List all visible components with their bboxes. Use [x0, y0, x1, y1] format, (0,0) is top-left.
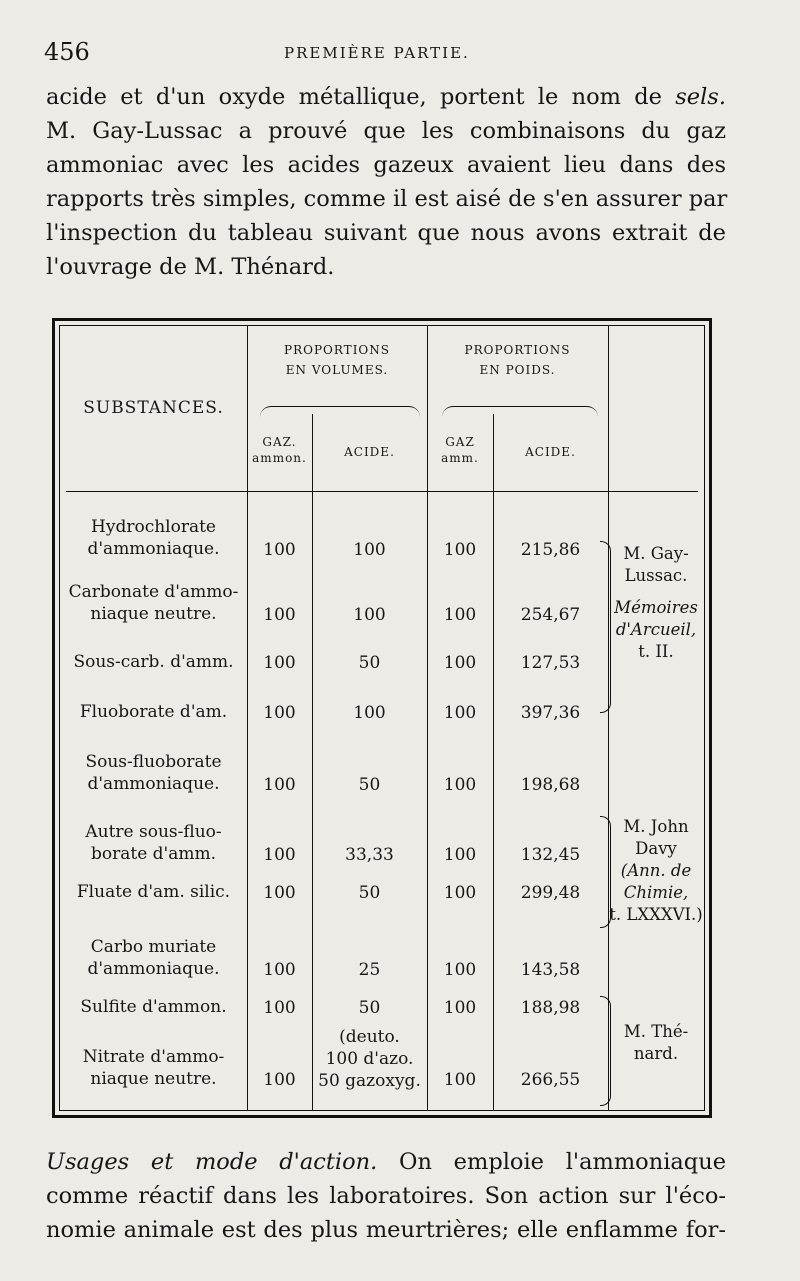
text-line: l'inspection du tableau suivant que nous avons extrait de: [46, 220, 726, 246]
header-gaz-ammon: GAZ. ammon.: [252, 435, 307, 465]
brace: [600, 816, 611, 928]
cell-gaz-volume: 100: [263, 703, 296, 723]
cell-gaz-volume: 100: [263, 653, 296, 673]
text-line: M. Gay-Lussac a prouvé que les combinaisons du gaz: [46, 118, 726, 144]
table-header-rule: [66, 491, 698, 492]
text-line: rapports très simples, comme il est aisé de s'en assurer par: [46, 186, 728, 212]
cell-acide-poids: 254,67: [520, 605, 581, 625]
header-brace: [442, 406, 598, 417]
cell-gaz-poids: 100: [443, 775, 477, 795]
table-row-substance: Fluate d'am. silic.: [76, 882, 231, 902]
header-gaz-amm: GAZ amm.: [441, 435, 479, 465]
running-title: PREMIÈRE PARTIE.: [284, 44, 470, 62]
header-prop-poids: PROPORTIONS EN POIDS.: [464, 343, 571, 377]
table-row-substance: Fluoborate d'am.: [79, 702, 228, 722]
header-brace: [260, 406, 420, 417]
cell-gaz-volume: 100: [263, 998, 296, 1018]
cell-acide-volume: 50: [358, 883, 381, 903]
cell-acide-poids: 299,48: [520, 883, 581, 903]
usage-paragraph: [46, 1145, 726, 1247]
cell-gaz-poids: 100: [443, 845, 477, 865]
cell-acide-poids: 397,36: [520, 703, 581, 723]
cell-gaz-poids: 100: [443, 653, 477, 673]
header-acide-volume: ACIDE.: [344, 445, 395, 459]
brace: [600, 996, 611, 1106]
ammonia-salts-table: [52, 318, 712, 1118]
cell-gaz-poids: 100: [443, 1070, 477, 1090]
cell-acide-poids: 143,58: [520, 960, 581, 980]
cell-acide-poids: 215,86: [520, 540, 581, 560]
cell-acide-volume: 50: [358, 653, 381, 673]
cell-gaz-poids: 100: [443, 605, 477, 625]
table-row-substance: Sulfite d'ammon.: [80, 997, 227, 1017]
cell-gaz-volume: 100: [263, 1070, 296, 1090]
page-number: 456: [44, 38, 90, 66]
cell-acide-volume: 50: [358, 775, 381, 795]
intro-paragraph: [46, 80, 726, 284]
cell-acide-poids: 132,45: [520, 845, 581, 865]
text-line: nomie animale est des plus meurtrières; elle enflamme for-: [46, 1217, 726, 1243]
cell-gaz-volume: 100: [263, 775, 296, 795]
cell-acide-volume: 50: [358, 998, 381, 1018]
text-line: acide et d'un oxyde métallique, portent le nom de sels.: [46, 84, 726, 110]
cell-acide-volume: 100: [353, 605, 386, 625]
header-acide-poids: ACIDE.: [525, 445, 576, 459]
table-row-substance: Hydrochlorate d'ammoniaque.: [87, 517, 220, 559]
cell-acide-poids: 266,55: [520, 1070, 581, 1090]
cell-gaz-poids: 100: [443, 703, 477, 723]
cell-gaz-volume: 100: [263, 845, 296, 865]
source-thenard: M. Thé- nard.: [623, 1022, 689, 1063]
brace: [600, 541, 611, 713]
cell-gaz-volume: 100: [263, 540, 296, 560]
cell-gaz-volume: 100: [263, 960, 296, 980]
table-inner-border: [59, 325, 705, 1111]
table-row-substance: Carbonate d'ammo- niaque neutre.: [68, 582, 239, 624]
table-row-substance: Sous-carb. d'amm.: [73, 652, 234, 672]
table-rule: [608, 326, 609, 1110]
cell-acide-poids: 127,53: [520, 653, 581, 673]
cell-gaz-poids: 100: [443, 960, 477, 980]
cell-gaz-poids: 100: [443, 998, 477, 1018]
header-substances: SUBSTANCES.: [83, 398, 224, 418]
table-row-substance: Autre sous-fluo- borate d'amm.: [85, 822, 222, 864]
table-row-substance: Sous-fluoborate d'ammoniaque.: [85, 752, 222, 794]
cell-acide-volume: 100: [353, 540, 386, 560]
text-line: comme réactif dans les laboratoires. Son action sur l'éco-: [46, 1183, 726, 1209]
cell-gaz-poids: 100: [443, 540, 477, 560]
header-prop-volumes: PROPORTIONS EN VOLUMES.: [284, 343, 390, 377]
text-line: Usages et mode d'action. On emploie l'ammoniaque: [46, 1149, 727, 1175]
text-line: l'ouvrage de M. Thénard.: [46, 254, 335, 280]
table-row-substance: Carbo muriate d'ammoniaque.: [87, 937, 220, 979]
cell-gaz-volume: 100: [263, 605, 296, 625]
cell-acide-volume: (deuto. 100 d'azo. 50 gazoxyg.: [318, 1027, 421, 1091]
cell-acide-volume: 25: [358, 960, 381, 980]
source-john-davy: M. John Davy (Ann. de Chimie, t. LXXXVI.): [609, 817, 703, 924]
cell-acide-volume: 100: [353, 703, 386, 723]
cell-acide-volume: 33,33: [345, 845, 394, 865]
cell-acide-poids: 198,68: [520, 775, 581, 795]
cell-gaz-volume: 100: [263, 883, 296, 903]
table-row-substance: Nitrate d'ammo- niaque neutre.: [82, 1047, 225, 1089]
page-header: [44, 38, 734, 68]
cell-acide-poids: 188,98: [520, 998, 581, 1018]
source-gay-lussac: M. Gay- Lussac. Mémoires d'Arcueil, t. II.: [614, 544, 698, 661]
text-line: ammoniac avec les acides gazeux avaient lieu dans des: [46, 152, 726, 178]
cell-gaz-poids: 100: [443, 883, 477, 903]
